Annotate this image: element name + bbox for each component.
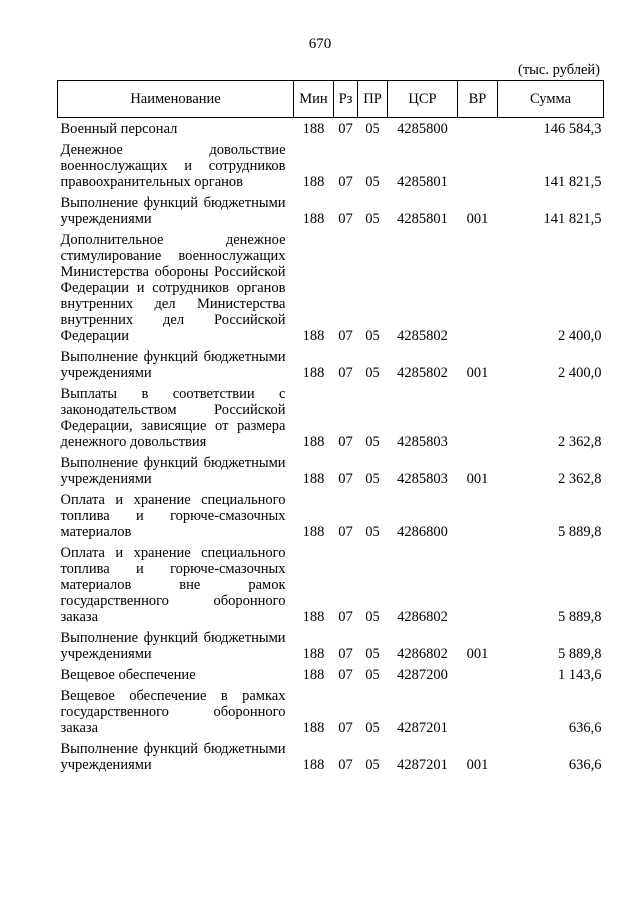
row-name: Выполнение функций бюджетными учреждениями — [60, 349, 286, 381]
row-min: 188 — [302, 646, 325, 662]
row-sum: 2 400,0 — [558, 328, 602, 344]
table-row — [58, 738, 604, 775]
row-sum: 141 821,5 — [543, 211, 602, 227]
row-min: 188 — [302, 174, 325, 190]
row-name: Выполнение функций бюджетными учреждениями — [60, 195, 286, 227]
row-vr: 001 — [466, 211, 489, 227]
header-rz: Рз — [334, 81, 358, 118]
row-csr: 4286802 — [397, 646, 448, 662]
row-rz: 07 — [338, 646, 353, 662]
row-min: 188 — [302, 434, 325, 450]
row-csr: 4287201 — [397, 757, 448, 773]
row-pr: 05 — [365, 174, 380, 190]
row-pr: 05 — [365, 365, 380, 381]
row-name: Оплата и хранение специального топлива и горюче-смазочных материалов — [60, 492, 286, 540]
row-csr: 4285803 — [397, 471, 448, 487]
table-row — [58, 489, 604, 542]
row-rz: 07 — [338, 328, 353, 344]
table-row — [58, 118, 604, 140]
row-sum: 2 362,8 — [558, 471, 602, 487]
row-min: 188 — [302, 720, 325, 736]
row-pr: 05 — [365, 720, 380, 736]
row-pr: 05 — [365, 471, 380, 487]
table-row — [58, 542, 604, 627]
row-sum: 5 889,8 — [558, 524, 602, 540]
table-row — [58, 383, 604, 452]
row-csr: 4285802 — [397, 328, 448, 344]
row-name: Вещевое обеспечение — [60, 667, 196, 683]
row-vr: 001 — [466, 365, 489, 381]
row-vr — [458, 685, 498, 738]
units-label: (тыс. рублей) — [518, 62, 600, 78]
row-vr — [458, 383, 498, 452]
row-rz: 07 — [338, 720, 353, 736]
row-csr: 4287200 — [397, 667, 448, 683]
row-sum: 1 143,6 — [558, 667, 602, 683]
budget-table — [57, 80, 604, 775]
row-rz: 07 — [338, 365, 353, 381]
row-sum: 146 584,3 — [543, 121, 602, 137]
row-min: 188 — [302, 757, 325, 773]
row-vr — [458, 229, 498, 346]
table-header-row — [58, 81, 604, 118]
header-vr: ВР — [458, 81, 498, 118]
row-name: Выплаты в соответствии с законодательством Российской Федерации, зависящие от размера денежного довольствия — [60, 386, 286, 450]
row-vr — [458, 489, 498, 542]
table-row — [58, 229, 604, 346]
row-pr: 05 — [365, 328, 380, 344]
header-pr: ПР — [358, 81, 388, 118]
row-pr: 05 — [365, 434, 380, 450]
row-rz: 07 — [338, 174, 353, 190]
row-csr: 4285801 — [397, 211, 448, 227]
row-min: 188 — [302, 524, 325, 540]
row-pr: 05 — [365, 667, 380, 683]
row-csr: 4285803 — [397, 434, 448, 450]
row-csr: 4287201 — [397, 720, 448, 736]
row-rz: 07 — [338, 757, 353, 773]
row-min: 188 — [302, 609, 325, 625]
row-vr: 001 — [466, 757, 489, 773]
page-number: 670 — [308, 36, 332, 52]
row-rz: 07 — [338, 471, 353, 487]
table-row — [58, 346, 604, 383]
row-rz: 07 — [338, 609, 353, 625]
row-csr: 4286800 — [397, 524, 448, 540]
table-row — [58, 192, 604, 229]
row-vr: 001 — [466, 471, 489, 487]
row-vr — [458, 542, 498, 627]
header-name: Наименование — [58, 81, 294, 118]
row-min: 188 — [302, 328, 325, 344]
row-vr — [458, 139, 498, 192]
header-csr: ЦСР — [388, 81, 458, 118]
row-pr: 05 — [365, 211, 380, 227]
row-min: 188 — [302, 211, 325, 227]
row-min: 188 — [302, 667, 325, 683]
table-row — [58, 452, 604, 489]
row-csr: 4285801 — [397, 174, 448, 190]
row-sum: 141 821,5 — [543, 174, 602, 190]
row-name: Выполнение функций бюджетными учреждениями — [60, 741, 286, 773]
row-rz: 07 — [338, 667, 353, 683]
row-rz: 07 — [338, 434, 353, 450]
row-sum: 5 889,8 — [558, 646, 602, 662]
table-row — [58, 627, 604, 664]
row-sum: 2 362,8 — [558, 434, 602, 450]
row-name: Дополнительное денежное стимулирование военнослужащих Министерства обороны Российской Федерации и сотрудников органов внутренних дел Министерства внутренних дел Российской Федерации — [60, 232, 286, 344]
row-pr: 05 — [365, 524, 380, 540]
row-sum: 636,6 — [568, 757, 602, 773]
row-sum: 636,6 — [568, 720, 602, 736]
row-name: Выполнение функций бюджетными учреждениями — [60, 455, 286, 487]
table-row — [58, 664, 604, 685]
row-csr: 4286802 — [397, 609, 448, 625]
row-name: Военный персонал — [60, 121, 178, 137]
row-rz: 07 — [338, 524, 353, 540]
header-sum: Сумма — [498, 81, 604, 118]
row-pr: 05 — [365, 121, 380, 137]
row-min: 188 — [302, 471, 325, 487]
row-name: Оплата и хранение специального топлива и горюче-смазочных материалов вне рамок государственного оборонного заказа — [60, 545, 286, 625]
row-sum: 2 400,0 — [558, 365, 602, 381]
row-min: 188 — [302, 121, 325, 137]
row-vr — [458, 664, 498, 685]
row-name: Выполнение функций бюджетными учреждениями — [60, 630, 286, 662]
header-min: Мин — [294, 81, 334, 118]
row-min: 188 — [302, 365, 325, 381]
row-sum: 5 889,8 — [558, 609, 602, 625]
table-row — [58, 685, 604, 738]
row-name: Вещевое обеспечение в рамках государственного оборонного заказа — [60, 688, 286, 736]
row-vr: 001 — [466, 646, 489, 662]
row-rz: 07 — [338, 121, 353, 137]
row-vr — [458, 118, 498, 140]
row-pr: 05 — [365, 609, 380, 625]
row-pr: 05 — [365, 646, 380, 662]
row-pr: 05 — [365, 757, 380, 773]
row-csr: 4285802 — [397, 365, 448, 381]
row-csr: 4285800 — [397, 121, 448, 137]
row-name: Денежное довольствие военнослужащих и сотрудников правоохранительных органов — [60, 142, 286, 190]
row-rz: 07 — [338, 211, 353, 227]
table-row — [58, 139, 604, 192]
